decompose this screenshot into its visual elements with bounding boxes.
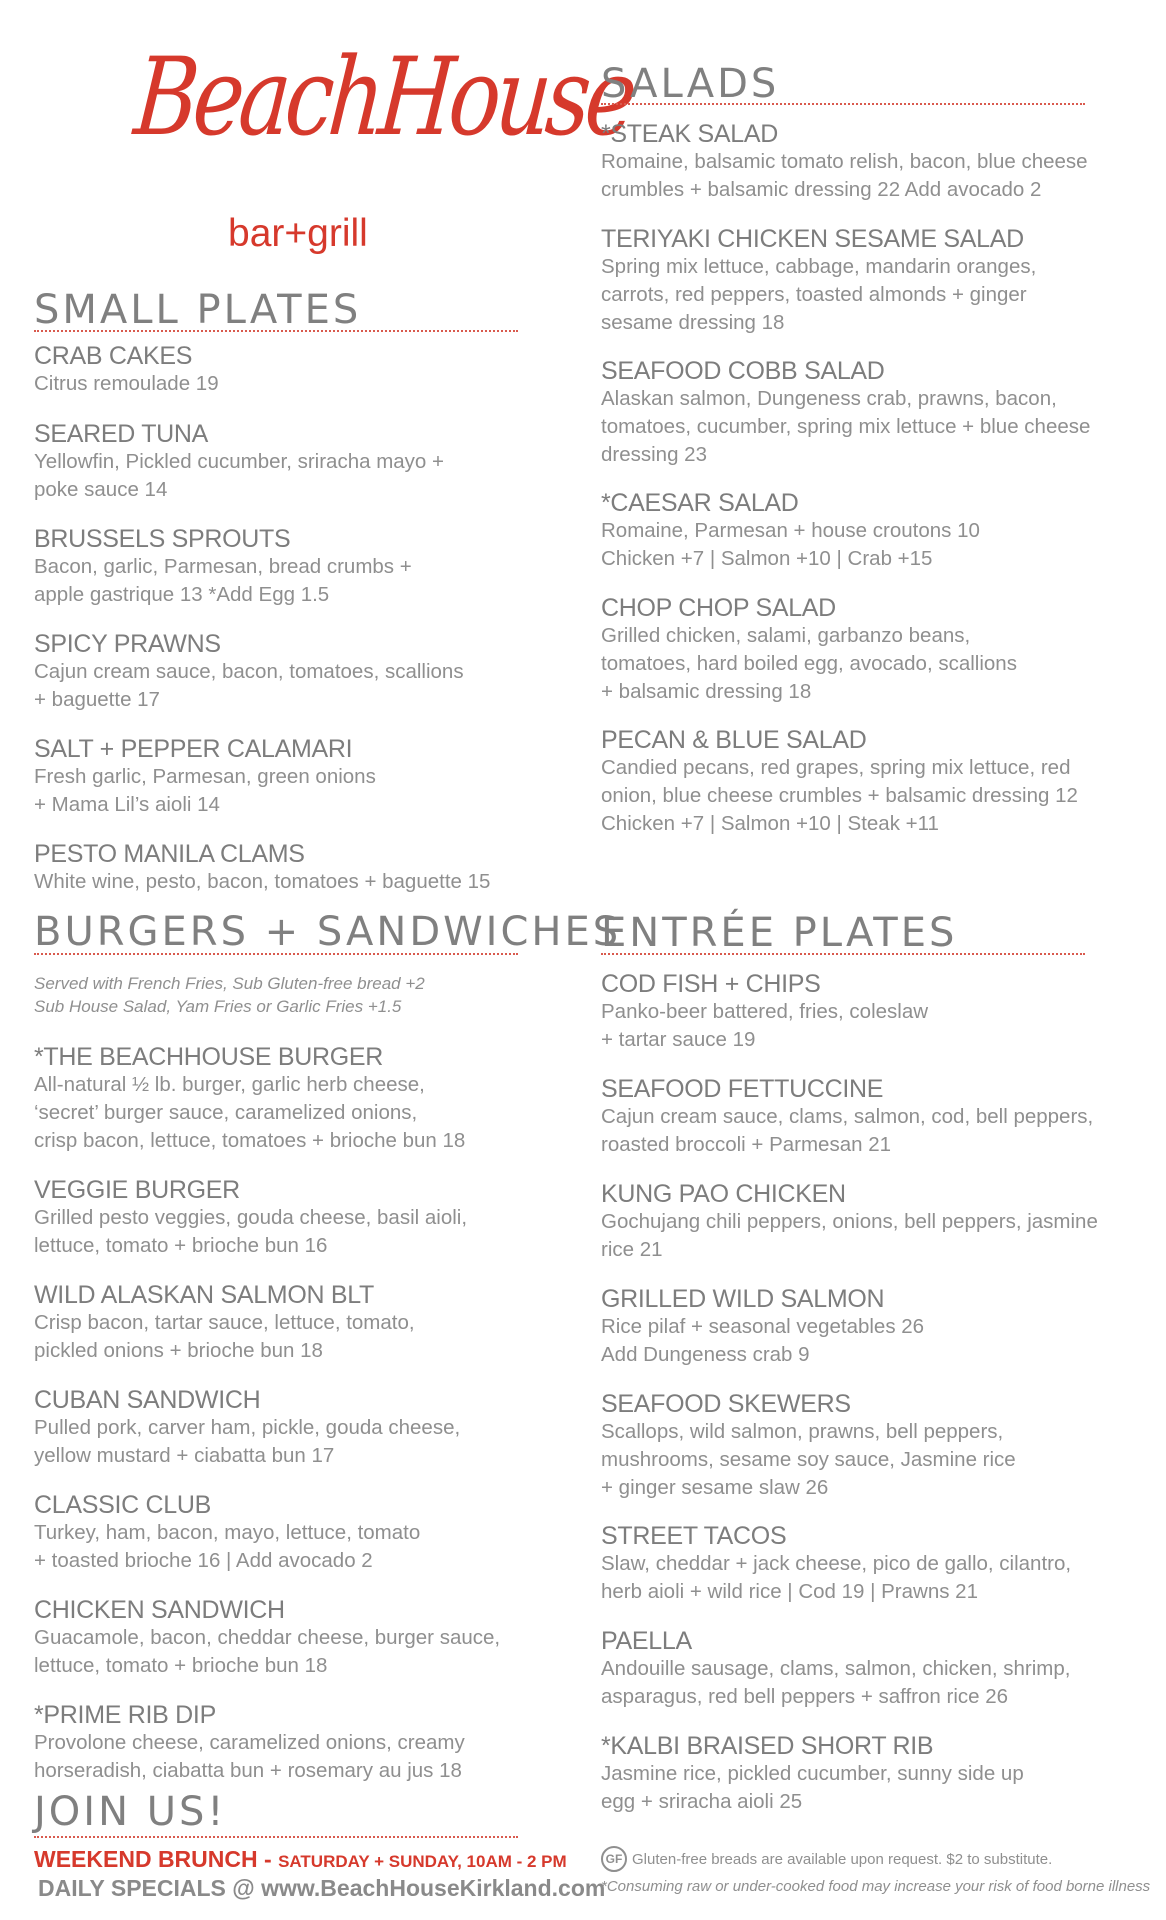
- section-divider: [34, 953, 518, 955]
- menu-item-description: Cajun cream sauce, bacon, tomatoes, scallions + baguette 17: [34, 660, 464, 711]
- menu-item-description: Candied pecans, red grapes, spring mix lettuce, red onion, blue cheese crumbles + balsamic dressing 12 Chicken +7 | Salmon +10 | Steak +11: [601, 756, 1078, 835]
- menu-item-name: SPICY PRAWNS: [34, 630, 221, 658]
- menu-item-name: WILD ALASKAN SALMON BLT: [34, 1281, 374, 1309]
- brunch-label: WEEKEND BRUNCH -: [34, 1846, 279, 1872]
- weekend-brunch-line: [34, 1846, 567, 1876]
- menu-item: [601, 1180, 1141, 1264]
- menu-item-name: CUBAN SANDWICH: [34, 1386, 261, 1414]
- menu-item: [601, 726, 1141, 838]
- gluten-free-text: Gluten-free breads are available upon request. $2 to substitute.: [632, 1850, 1053, 1868]
- menu-item: [601, 1075, 1141, 1159]
- menu-item-description: Gochujang chili peppers, onions, bell peppers, jasmine rice 21: [601, 1210, 1098, 1261]
- menu-item: [601, 1627, 1141, 1711]
- section-title-burgers: BURGERS + SANDWICHES: [34, 909, 622, 955]
- menu-item-name: SALT + PEPPER CALAMARI: [34, 735, 353, 763]
- section-divider: [601, 953, 1085, 955]
- menu-item-description: White wine, pesto, bacon, tomatoes + baguette 15: [34, 870, 491, 893]
- logo-script-text: BeachHouse: [130, 35, 637, 161]
- menu-item-description: Grilled pesto veggies, gouda cheese, basil aioli, lettuce, tomato + brioche bun 16: [34, 1206, 468, 1257]
- section-title-entrees: ENTRÉE PLATES: [601, 910, 958, 956]
- menu-item-name: SEAFOOD SKEWERS: [601, 1390, 851, 1418]
- menu-item: [34, 1386, 554, 1470]
- menu-item-description: Romaine, balsamic tomato relish, bacon, blue cheese crumbles + balsamic dressing 22 Add avocado 2: [601, 150, 1088, 201]
- menu-item-description: Spring mix lettuce, cabbage, mandarin oranges, carrots, red peppers, toasted almonds + ginger sesame dressing 18: [601, 255, 1037, 334]
- menu-item: [34, 1176, 554, 1260]
- gluten-free-icon: GF: [601, 1846, 627, 1872]
- menu-item-description: Alaskan salmon, Dungeness crab, prawns, bacon, tomatoes, cucumber, spring mix lettuce + blue cheese dressing 23: [601, 387, 1091, 466]
- menu-item-description: Cajun cream sauce, clams, salmon, cod, bell peppers, roasted broccoli + Parmesan 21: [601, 1105, 1094, 1156]
- menu-item-description: Turkey, ham, bacon, mayo, lettuce, tomato + toasted brioche 16 | Add avocado 2: [34, 1521, 421, 1572]
- menu-item: [601, 225, 1141, 337]
- menu-item: [601, 1390, 1141, 1502]
- menu-item: [601, 1522, 1141, 1606]
- menu-item-name: PAELLA: [601, 1627, 692, 1655]
- menu-item-name: *CAESAR SALAD: [601, 489, 799, 517]
- menu-item-name: *STEAK SALAD: [601, 120, 779, 148]
- menu-item-description: Citrus remoulade 19: [34, 372, 219, 395]
- join-us-title: JOIN US!: [34, 1789, 227, 1835]
- section-title-small-plates: SMALL PLATES: [34, 287, 362, 333]
- menu-item: [34, 630, 554, 714]
- menu-item-description: Jasmine rice, pickled cucumber, sunny side up egg + sriracha aioli 25: [601, 1762, 1024, 1813]
- menu-item-name: PECAN & BLUE SALAD: [601, 726, 867, 754]
- menu-item-description: Scallops, wild salmon, prawns, bell peppers, mushrooms, sesame soy sauce, Jasmine rice + ginger sesame slaw 26: [601, 1420, 1016, 1499]
- menu-item: [601, 1285, 1141, 1369]
- menu-item-description: Slaw, cheddar + jack cheese, pico de gallo, cilantro, herb aioli + wild rice | Cod 19 | Prawns 21: [601, 1552, 1072, 1603]
- menu-item: [601, 489, 1141, 573]
- menu-item-description: Crisp bacon, tartar sauce, lettuce, tomato, pickled onions + brioche bun 18: [34, 1311, 415, 1362]
- menu-item-description: Panko-beer battered, fries, coleslaw + tartar sauce 19: [601, 1000, 929, 1051]
- menu-item-name: *KALBI BRAISED SHORT RIB: [601, 1732, 934, 1760]
- beachhouse-logo: [130, 35, 637, 264]
- section-title-salads: SALADS: [601, 61, 780, 107]
- menu-item: [34, 735, 554, 819]
- menu-item-name: KUNG PAO CHICKEN: [601, 1180, 846, 1208]
- menu-item-description: All-natural ½ lb. burger, garlic herb cheese, ‘secret’ burger sauce, caramelized onions, crisp bacon, lettuce, tomatoes + brioche bun 18: [34, 1073, 466, 1152]
- menu-item: [34, 525, 554, 609]
- menu-item-name: CLASSIC CLUB: [34, 1491, 212, 1519]
- menu-item-name: PESTO MANILA CLAMS: [34, 840, 305, 868]
- daily-specials-link[interactable]: DAILY SPECIALS @ www.BeachHouseKirkland.com: [38, 1875, 606, 1901]
- menu-item-description: Grilled chicken, salami, garbanzo beans, tomatoes, hard boiled egg, avocado, scallions + balsamic dressing 18: [601, 624, 1017, 703]
- menu-item-name: TERIYAKI CHICKEN SESAME SALAD: [601, 225, 1024, 253]
- menu-item-description: Fresh garlic, Parmesan, green onions + Mama Lil’s aioli 14: [34, 765, 376, 816]
- menu-item-description: Bacon, garlic, Parmesan, bread crumbs + apple gastrique 13 *Add Egg 1.5: [34, 555, 412, 606]
- menu-item: [34, 342, 554, 398]
- menu-item: [34, 1491, 554, 1575]
- menu-item: [601, 970, 1141, 1054]
- menu-item: [34, 1701, 554, 1785]
- brunch-hours: SATURDAY + SUNDAY, 10AM - 2 PM: [278, 1852, 567, 1871]
- menu-item: [601, 594, 1141, 706]
- menu-item-name: SEAFOOD COBB SALAD: [601, 357, 885, 385]
- menu-item-description: Andouille sausage, clams, salmon, chicken, shrimp, asparagus, red bell peppers + saffron rice 26: [601, 1657, 1071, 1708]
- menu-item-name: BRUSSELS SPROUTS: [34, 525, 291, 553]
- menu-item-name: STREET TACOS: [601, 1522, 787, 1550]
- menu-item: [601, 120, 1141, 204]
- menu-item-description: Yellowfin, Pickled cucumber, sriracha mayo + poke sauce 14: [34, 450, 444, 501]
- menu-item: [601, 357, 1141, 469]
- menu-item-name: *PRIME RIB DIP: [34, 1701, 216, 1729]
- raw-food-warning: *Consuming raw or under-cooked food may increase your risk of food borne illness: [601, 1878, 1151, 1895]
- menu-item: [34, 1596, 554, 1680]
- menu-item-description: Pulled pork, carver ham, pickle, gouda cheese, yellow mustard + ciabatta bun 17: [34, 1416, 461, 1467]
- menu-item-name: VEGGIE BURGER: [34, 1176, 240, 1204]
- menu-item: [601, 1732, 1141, 1816]
- gluten-free-note: [601, 1846, 1052, 1872]
- menu-item-description: Rice pilaf + seasonal vegetables 26 Add Dungeness crab 9: [601, 1315, 925, 1366]
- menu-item-description: Romaine, Parmesan + house croutons 10 Chicken +7 | Salmon +10 | Crab +15: [601, 519, 980, 570]
- menu-item: [34, 840, 554, 896]
- menu-item-name: SEARED TUNA: [34, 420, 209, 448]
- menu-item-name: CHICKEN SANDWICH: [34, 1596, 285, 1624]
- menu-item-description: Guacamole, bacon, cheddar cheese, burger sauce, lettuce, tomato + brioche bun 18: [34, 1626, 501, 1677]
- menu-item: [34, 420, 554, 504]
- menu-item-name: COD FISH + CHIPS: [601, 970, 821, 998]
- menu-item-name: GRILLED WILD SALMON: [601, 1285, 885, 1313]
- logo-subtitle: bar+grill: [228, 212, 368, 255]
- menu-item-name: SEAFOOD FETTUCCINE: [601, 1075, 884, 1103]
- section-divider: [34, 1836, 518, 1838]
- section-divider: [601, 103, 1085, 105]
- section-divider: [34, 330, 518, 332]
- menu-item: [34, 1043, 554, 1155]
- menu-item-name: CRAB CAKES: [34, 342, 193, 370]
- menu-item: [34, 1281, 554, 1365]
- menu-item-name: *THE BEACHHOUSE BURGER: [34, 1043, 384, 1071]
- menu-item-description: Provolone cheese, caramelized onions, creamy horseradish, ciabatta bun + rosemary au jus 18: [34, 1731, 465, 1782]
- burgers-note: Served with French Fries, Sub Gluten-free bread +2 Sub House Salad, Yam Fries or Garlic Fries +1.5: [34, 974, 425, 1016]
- menu-item-name: CHOP CHOP SALAD: [601, 594, 836, 622]
